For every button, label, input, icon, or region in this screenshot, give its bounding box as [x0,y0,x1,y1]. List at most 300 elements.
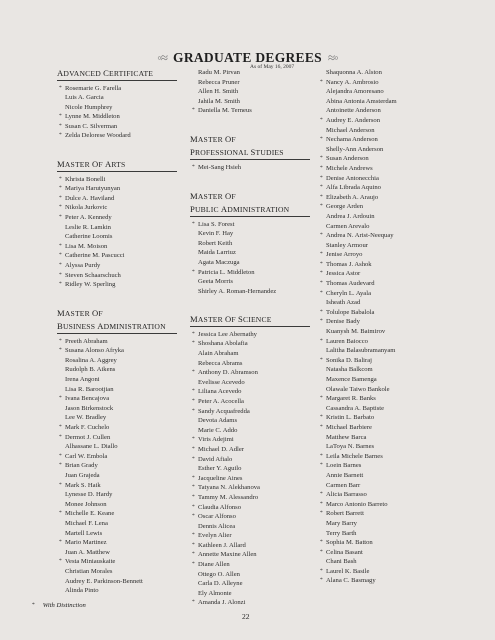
distinction-star-icon: * [320,203,323,210]
distinction-star-icon: * [192,330,195,337]
graduate-name-text: Antoinette Anderson [326,107,381,115]
right-flourish-icon: ≈◦ [327,50,338,65]
graduate-name-text: LaToya N. Barnes [326,443,375,451]
graduate-name-text: Jason Birkenstock [65,404,114,412]
graduate-name-text: Rebecca Pruner [198,78,240,86]
graduate-name-text: Tolulope Babalola [326,308,375,316]
degree-section [190,314,310,608]
graduate-name [57,452,177,462]
graduate-name [318,97,438,107]
distinction-star-icon: * [59,481,62,488]
distinction-star-icon: * [59,337,62,344]
degree-section [57,159,177,290]
graduate-name-text: Liliana Acevedo [198,388,242,396]
distinction-star-icon: * [59,281,62,288]
graduate-name [318,365,438,375]
graduate-name [190,248,310,258]
distinction-star-icon: * [59,213,62,220]
distinction-star-icon: * [320,289,323,296]
graduate-name-text: Robert Barrett [326,510,364,518]
distinction-star-icon: * [59,347,62,354]
graduate-name [57,519,177,529]
graduate-name [318,231,438,241]
distinction-star-icon: * [192,436,195,443]
graduate-name-text: Michele Andrews [326,164,373,172]
graduate-name-text: Esther Y. Aguilo [198,465,242,473]
distinction-star-icon: * [192,369,195,376]
graduate-name [318,289,438,299]
distinction-star-icon: * [192,455,195,462]
distinction-star-icon: * [320,78,323,85]
distinction-star-icon: * [192,541,195,548]
graduate-name [318,116,438,126]
graduate-name [190,397,310,407]
graduate-name [318,500,438,510]
graduate-name [57,423,177,433]
graduate-name-text: Shoshana Abolafia [198,340,248,348]
graduate-name-text: Nikola Jurkovic [65,204,108,212]
graduate-name [318,452,438,462]
distinction-star-icon: * [320,539,323,546]
degree-section [57,308,177,596]
graduate-name-text: Carmen Arevalo [326,222,370,230]
section-heading: PROFESSIONAL STUDIES [190,147,310,160]
column-left [57,68,177,614]
distinction-star-icon: * [320,164,323,171]
distinction-star-icon: * [192,388,195,395]
graduate-name [318,442,438,452]
graduate-name [57,529,177,539]
graduate-name-text: Susana Alonso Afryka [65,347,124,355]
graduate-name-text: Sandy Acquafredda [198,407,250,415]
graduate-name [190,87,310,97]
graduate-name [318,317,438,327]
graduate-name [57,112,177,122]
graduate-name-text: Susan Anderson [326,155,369,163]
graduate-name-text: Susan C. Silverman [65,122,118,130]
graduate-name [57,184,177,194]
graduate-name [190,277,310,287]
graduate-name-text: Evelyn Alier [198,532,232,540]
as-of-date: As of May 16, 2007 [250,64,295,70]
graduate-name-text: Mark S. Haik [65,481,101,489]
graduate-name [318,356,438,366]
graduate-name-text: Zelda Delorese Woodard [65,132,131,140]
graduate-name-text: Alinda Pinto [65,587,99,595]
graduate-name-text: Mario Martinez [65,539,107,547]
distinction-star-icon: * [192,397,195,404]
graduate-name-text: Michelle E. Keane [65,510,115,518]
graduate-name-text: Claudia Alfonso [198,503,242,511]
distinction-star-icon: * [192,220,195,227]
graduate-name [57,271,177,281]
graduate-name-text: Rudolph B. Aikens [65,366,116,374]
graduate-name [57,413,177,423]
graduate-name-text: Kristin L. Barbato [326,414,375,422]
graduate-name-text: Sophia M. Batton [326,539,373,547]
graduate-name-text: Thomas J. Ashok [326,260,372,268]
graduate-name [318,298,438,308]
graduate-name [318,241,438,251]
distinction-star-icon: * [320,423,323,430]
graduate-name [190,407,310,417]
section-heading: PUBLIC ADMINISTRATION [190,204,310,217]
graduate-name [318,164,438,174]
graduate-name-text: Terry Barth [326,529,357,537]
graduate-name [190,426,310,436]
graduate-name-text: Annie Barnett [326,471,364,479]
graduate-name-text: Stanley Armour [326,241,368,249]
graduate-name [318,269,438,279]
graduate-name [190,387,310,397]
graduate-name [190,163,310,173]
graduate-name [318,423,438,433]
graduate-name-text: Kevin F. Hay [198,230,234,238]
graduate-name [190,512,310,522]
graduate-name [57,122,177,132]
graduate-name-text: Elizabeth A. Araujo [326,193,379,201]
graduate-name [57,490,177,500]
graduate-name [318,87,438,97]
graduate-name [318,548,438,558]
degree-section [190,68,310,116]
graduate-name-text: Dulce A. Haviland [65,194,115,202]
graduate-name [57,175,177,185]
distinction-star-icon: * [59,261,62,268]
graduate-name [318,490,438,500]
graduate-name-text: Jenise Arroyo [326,251,363,259]
distinction-star-icon: * [320,491,323,498]
graduate-name [318,471,438,481]
graduate-name [190,359,310,369]
graduate-name-text: Luis A. Garcia [65,94,104,102]
graduate-name-text: Monee Johnson [65,500,107,508]
distinction-star-icon: * [320,337,323,344]
graduate-name-text: Carmen Barr [326,481,361,489]
graduate-name-text: Rebecca Abrams [198,359,243,367]
graduate-name-text: Jessica Astor [326,270,361,278]
graduate-name [318,260,438,270]
graduate-name-text: Dermot J. Cullen [65,433,111,441]
distinction-star-icon: * [320,510,323,517]
distinction-star-icon: * [59,433,62,440]
graduate-name [57,232,177,242]
graduate-name-text: Celina Basant [326,548,363,556]
graduate-name [190,589,310,599]
distinction-star-icon: * [59,462,62,469]
graduate-name [57,500,177,510]
graduate-name-text: Alhassane L. Diallo [65,443,118,451]
graduate-name-text: Mary Barry [326,519,357,527]
graduate-name [190,560,310,570]
distinction-star-icon: * [59,185,62,192]
section-heading: MASTER OF [57,307,103,318]
degree-section [190,134,310,173]
distinction-star-icon: * [59,84,62,91]
graduate-name-text: Olawale Taiwo Bankole [326,385,390,393]
graduate-name-text: Annette Maxine Allen [198,551,257,559]
graduate-name [190,464,310,474]
graduate-name-text: Leila Michele Barnes [326,452,383,460]
graduate-name [190,268,310,278]
graduate-name [57,509,177,519]
graduate-name [57,375,177,385]
graduate-name-text: Shaquonna A. Alston [326,69,382,76]
distinction-star-icon: * [320,193,323,200]
distinction-star-icon: * [59,122,62,129]
distinction-star-icon: * [59,539,62,546]
graduate-name-text: Christian Morales [65,567,113,575]
graduate-name-text: Shirley A. Roman-Hernandez [198,287,277,295]
distinction-star-icon: * [59,113,62,120]
distinction-star-icon: * [59,175,62,182]
graduate-name-text: Diane Allen [198,561,230,569]
graduate-name [318,222,438,232]
distinction-star-icon: * [320,356,323,363]
graduate-name-text: Isheath Azad [326,299,361,307]
graduate-name-text: Lisa S. Forest [198,220,235,228]
graduate-name-text: Maida Larriuz [198,249,236,257]
graduate-name [190,220,310,230]
graduate-name-text: Lauren Baiocco [326,337,368,345]
graduate-name [190,493,310,503]
graduate-name-text: Juan A. Matthew [65,548,110,556]
graduate-name-text: Dennis Alicea [198,522,236,530]
graduate-name [190,68,310,78]
graduate-name [190,239,310,249]
graduate-name [190,445,310,455]
distinction-star-icon: * [32,602,35,608]
distinction-star-icon: * [59,132,62,139]
graduate-name-text: Lynne M. Middleton [65,113,120,121]
distinction-star-icon: * [192,484,195,491]
distinction-star-icon: * [192,445,195,452]
graduate-name [190,330,310,340]
distinction-star-icon: * [320,318,323,325]
graduate-name [190,97,310,107]
graduate-name [318,538,438,548]
graduate-name [318,106,438,116]
distinction-star-icon: * [59,194,62,201]
graduate-name-text: Khrista Bonelli [65,175,106,183]
distinction-star-icon: * [192,474,195,481]
graduate-name [190,522,310,532]
graduate-name-text: Michael Anderson [326,126,375,134]
graduate-name-text: Kathleen J. Allard [198,541,246,549]
graduate-name [318,394,438,404]
distinction-star-icon: * [320,232,323,239]
graduate-name-text: Daniella M. Terneus [198,107,252,115]
graduate-name [57,84,177,94]
graduate-name [318,68,438,78]
distinction-star-icon: * [192,340,195,347]
graduate-name [318,279,438,289]
graduate-name [190,435,310,445]
graduate-name-text: Cheryln L. Ayala [326,289,371,297]
distinction-star-icon: * [320,280,323,287]
graduate-name [318,135,438,145]
graduate-name-text: Tatyana N. Alekhanova [198,484,260,492]
graduate-name-text: Juan Grajeda [65,472,100,479]
graduate-name-text: Rosalina A. Aggrey [65,356,117,364]
graduate-name [57,223,177,233]
graduate-name-text: Lee W. Bradley [65,414,107,422]
distinction-star-icon: * [59,510,62,517]
graduate-name-text: Radu M. Pirvan [198,69,240,76]
graduate-name [318,557,438,567]
graduate-name [57,261,177,271]
graduate-name-text: Peter A. Acocella [198,397,244,405]
graduate-name [190,229,310,239]
graduate-name-text: Anthony D. Abramson [198,369,258,377]
section-heading: MASTER OF [190,133,236,144]
graduate-name-text: Jacqueline Aines [198,474,243,482]
graduate-name-text: Thomas Audevard [326,280,375,288]
graduate-name-text: Lalitha Balasubramanyam [326,347,396,355]
graduate-name [318,327,438,337]
graduate-name [318,145,438,155]
graduate-name [318,346,438,356]
distinction-star-icon: * [192,407,195,414]
graduate-name [190,598,310,608]
graduate-name [57,481,177,491]
graduate-name-text: Maxence Bamenga [326,376,377,383]
graduate-name [57,385,177,395]
graduate-name-text: George Arden [326,203,364,211]
graduate-name-text: Alana C. Basmagy [326,577,376,585]
footnote-text: With Distinction [42,602,86,609]
graduate-name-text: Robert Keith [198,239,233,247]
graduate-name [57,557,177,567]
graduate-name-text: Matthew Barca [326,433,367,441]
distinction-star-icon: * [320,452,323,459]
graduate-name-text: Alain Abraham [198,350,239,357]
graduate-name-text: Ely Almonte [198,589,232,597]
graduate-name [190,378,310,388]
graduate-name [318,519,438,529]
graduate-name-text: Natasha Balkcom [326,366,373,374]
distinction-star-icon: * [320,174,323,181]
distinction-star-icon: * [320,548,323,555]
graduate-name [57,394,177,404]
graduate-name [57,337,177,347]
graduate-name [318,193,438,203]
distinction-star-icon: * [59,271,62,278]
graduate-name [57,356,177,366]
graduate-name [318,308,438,318]
graduate-name-text: Devota Adams [198,417,238,425]
graduate-name-text: Irena Angoni [65,376,100,384]
distinction-star-icon: * [59,424,62,431]
degree-section [57,68,177,141]
distinction-star-icon: * [320,395,323,402]
degree-section [190,191,310,297]
graduate-name [190,106,310,116]
distinction-star-icon: * [320,414,323,421]
graduate-name-text: Ridley W. Sperling [65,281,116,289]
distinction-star-icon: * [320,136,323,143]
graduate-name-text: Audrey E. Parkinson-Bennett [65,577,143,585]
distinction-star-icon: * [59,242,62,249]
graduate-name-text: Evelisse Acevedo [198,378,245,386]
graduate-name [190,78,310,88]
graduate-name [57,471,177,481]
graduate-name-text: Agata Maczuga [198,258,240,266]
graduate-name [57,203,177,213]
graduate-name [57,548,177,558]
graduate-name-text: Jessica Lee Abernathy [198,330,257,338]
graduate-name [318,183,438,193]
graduate-name [190,258,310,268]
graduate-name [318,126,438,136]
left-flourish-icon: ◦≈ [157,50,168,65]
page-title: GRADUATE DEGREES [173,50,322,65]
graduate-name [190,416,310,426]
graduate-name [318,78,438,88]
graduate-name-text: Catherine M. Pascucci [65,252,125,260]
distinction-star-icon: * [59,395,62,402]
graduate-name [57,131,177,141]
graduate-name [57,213,177,223]
graduate-name [190,474,310,484]
graduate-name [57,404,177,414]
graduate-name [318,567,438,577]
distinction-star-icon: * [320,251,323,258]
graduate-name-text: Mark F. Cuchelo [65,424,110,432]
graduate-name [57,586,177,596]
graduate-name-text: Tammy M. Alessandro [198,493,259,501]
distinction-star-icon: * [59,252,62,259]
graduate-name-text: Denise Antonecchia [326,174,379,182]
graduate-name-text: Oscar Alfonso [198,513,236,521]
graduate-name-text: Abina Antonia Amsterdam [326,97,397,105]
graduate-name-text: Margaret R. Banks [326,395,376,403]
graduate-name [318,576,438,586]
graduate-name-text: Martell Lewis [65,529,103,537]
graduate-name-text: Alejandra Amoresano [326,88,384,96]
graduate-name [190,349,310,359]
distinction-star-icon: * [192,513,195,520]
graduate-name-text: Carla D. Alleyne [198,580,243,588]
graduate-name [318,461,438,471]
graduate-name-text: Jahila M. Smith [198,97,240,105]
column-right [318,68,438,604]
distinction-star-icon: * [59,452,62,459]
graduate-name-text: Peter A. Kennedy [65,213,112,221]
graduate-name [57,346,177,356]
graduate-name-text: Mariya Harutyunyan [65,185,121,193]
graduate-name-text: Marco Antonio Barreto [326,500,388,508]
graduate-name-text: Mei-Sang Hsieh [198,163,242,171]
graduate-name-text: Andrea N. Arist-Neequay [326,232,394,240]
graduate-name-text: Lynesse D. Hardy [65,491,113,499]
graduate-name [57,461,177,471]
footnote [32,602,86,609]
graduate-name [57,442,177,452]
graduate-name [57,242,177,252]
graduate-name [57,433,177,443]
graduate-name-text: Andrea J. Ardouin [326,212,375,220]
graduate-name-text: Amanda J. Alonzi [198,599,246,607]
graduate-name [190,531,310,541]
section-heading: MASTER OF ARTS [57,159,177,172]
graduate-name-text: Sonika D. Baliraj [326,356,372,364]
graduate-name [57,103,177,113]
graduate-name [318,375,438,385]
distinction-star-icon: * [59,204,62,211]
graduate-name-text: Rosemarie G. Farella [65,84,122,92]
graduate-name-text: Viris Adejimi [198,436,234,444]
